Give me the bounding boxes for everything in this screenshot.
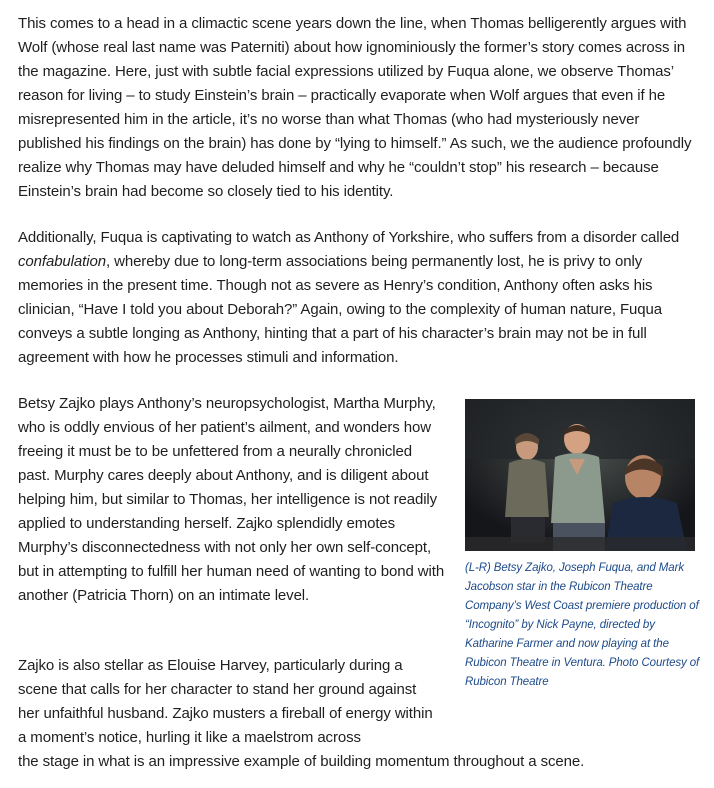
figure-wrap-section bbox=[18, 392, 704, 770]
paragraph-4-text: Zajko is also stellar as Elouise Harvey, particularly during a scene that calls for her character to stand her ground against her unfaithful husband. Zajko musters a fireball of energy within a moment’s notice, hurling it like a maelstrom across bbox=[18, 657, 433, 746]
production-photo-figure bbox=[465, 399, 705, 692]
paragraph-3: Betsy Zajko plays Anthony’s neuropsychologist, Martha Murphy, who is oddly envious of her patient’s ailment, and wonders how freeing it must be to be unfettered from a neurally chronicled past. Murphy cares deeply about Anthony, and is diligent about helping him, but similar to Thomas, her intelligence is not readily applied to understanding herself. Zajko splendidly emotes Murphy’s disconnectedness with not only her own self-concept, but in attempting to fulfill her human need of wanting to bond with another (Patricia Thorn) on an intimate level. bbox=[18, 395, 445, 604]
paragraph-1: This comes to a head in a climactic scene years down the line, when Thomas belligerently argues with Wolf (whose real last name was Paterniti) about how ignominiously the former’s story comes across in the magazine. Here, just with subtle facial expressions utilized by Fuqua alone, we observe Thomas’ reason for living – to study Einstein’s brain – practically evaporate when Wolf argues that even if he misrepresented him in the article, it’s no worse than what Thomas (who had mysteriously never published his findings on the brain) has done by “lying to himself.” As such, we the audience profoundly realize why Thomas may have deluded himself and why he “couldn’t stop” his research – because Einstein’s brain had become so closely tied to his identity. bbox=[18, 15, 692, 200]
article-body bbox=[18, 12, 704, 770]
paragraph-2-text-after: , whereby due to long-term associations being permanently lost, he is privy to only memories in the present time. Though not as severe as Henry’s condition, Anthony often asks his clinician, “Have I told you about Deborah?” Again, owing to the complexity of human nature, Fuqua conveys a subtle longing as Anthony, hinting that a part of his character’s brain may not be in full agreement with how he processes stimuli and information. bbox=[18, 253, 663, 366]
paragraph-2 bbox=[18, 226, 704, 370]
photo-caption: (L-R) Betsy Zajko, Joseph Fuqua, and Mark Jacobson star in the Rubicon Theatre Company’s West Coast premiere production of “Incognito” by Nick Payne, directed by Katharine Farmer and now playing at the Rubicon Theatre in Ventura. Photo Courtesy of Rubicon Theatre bbox=[465, 562, 700, 688]
paragraph-4-tail: the stage in what is an impressive example of building momentum throughout a scene. bbox=[18, 753, 585, 770]
production-photo[interactable] bbox=[465, 399, 695, 551]
paragraph-4 bbox=[18, 654, 585, 774]
paragraph-2-text-before: Additionally, Fuqua is captivating to watch as Anthony of Yorkshire, who suffers from a disorder called bbox=[18, 229, 680, 246]
term-confabulation: confabulation bbox=[18, 253, 106, 270]
